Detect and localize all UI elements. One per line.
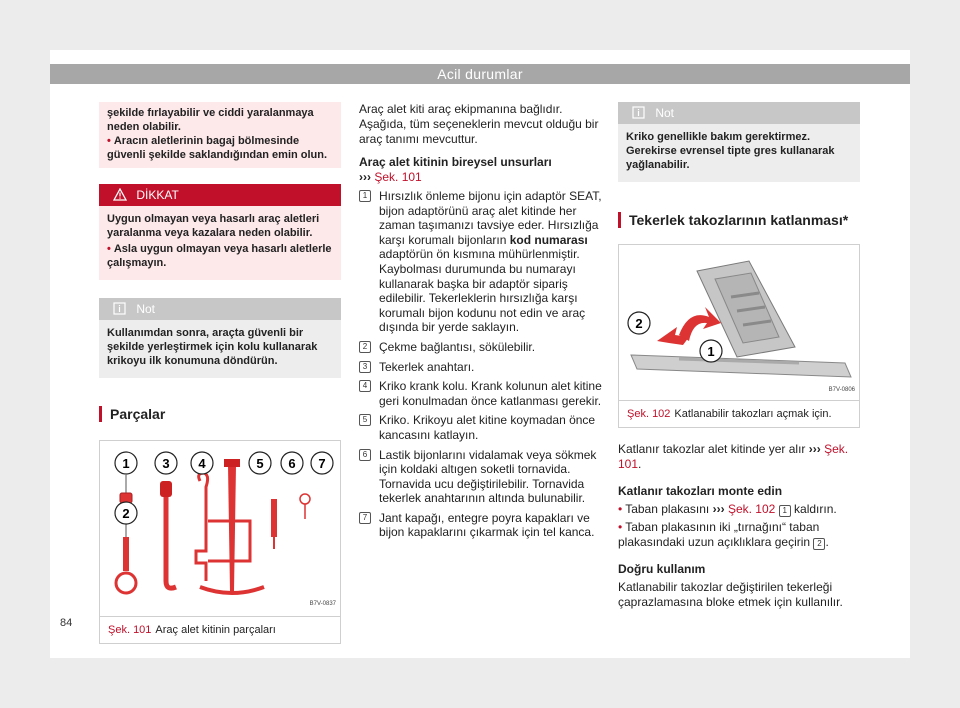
warning-text-1: şekilde fırlayabilir ve ciddi yaralanmaya neden olabilir. xyxy=(107,107,314,133)
caution-text-2: Asla uygun olmayan veya hasarlı aletlerle çalışmayın. xyxy=(107,243,332,269)
item-number: 2 xyxy=(813,538,825,550)
caution-text-2-row xyxy=(107,242,333,270)
item-number: 1 xyxy=(779,505,791,517)
item-number: 5 xyxy=(359,414,371,426)
figure-label-1: 1 xyxy=(707,344,715,359)
ref-link[interactable]: Şek. 102 xyxy=(727,502,776,516)
bullet-icon: • xyxy=(107,135,111,147)
wheel-chock-illustration xyxy=(619,245,859,395)
list-item xyxy=(359,379,602,408)
item-text: Jant kapağı, entegre poyra kapakları ve bijon kapaklarını çıkarmak için tel kanca. xyxy=(379,510,595,540)
item-number: 6 xyxy=(359,449,371,461)
ref-line xyxy=(359,170,602,185)
figure-label-4: 4 xyxy=(198,456,206,471)
section-title-takozlar: Tekerlek takozlarının katlanması* xyxy=(618,212,860,228)
item-text: Lastik bijonlarını vidalamak veya sökmek için koldaki altıgen soketli tornavida. Tornavida ucu değiştirilebilir. Tornavida tekerlek anahtarının altında bulunabilir. xyxy=(379,447,597,506)
caution-title: DİKKAT xyxy=(136,188,179,202)
note-title: Not xyxy=(136,302,156,316)
note-text: Kullanımdan sonra, araçta güvenli bir şekilde yerleştirmek için kolu kullanarak krikoyu ilk konumuna döndürün. xyxy=(107,327,318,367)
bullet-1 xyxy=(618,502,860,517)
usage-text: Katlanabilir takozlar değiştirilen tekerleği çaprazlamasına bloke etmek için kullanılır. xyxy=(618,580,843,609)
warning-triangle-icon xyxy=(113,188,127,201)
text: Taban plakasını xyxy=(625,502,710,516)
warning-text-2: Aracın aletlerinin bagaj bölmesinde güvenli şekilde saklandığından emin olun. xyxy=(107,135,328,161)
figure-label-6: 6 xyxy=(288,456,296,471)
figure-caption xyxy=(100,616,340,643)
intro-text: Araç alet kiti araç ekipmanına bağlıdır. Aşağıda, tüm seçeneklerin mevcut olduğu bir araç tanımı mevcuttur. xyxy=(359,102,599,146)
figure-label-5: 5 xyxy=(256,456,264,471)
figure-ref[interactable]: Şek. 102 xyxy=(627,408,671,420)
figure-code: B7V-0806 xyxy=(828,387,855,393)
caption-text: Araç alet kitinin parçaları xyxy=(155,624,276,636)
note-header xyxy=(618,102,860,124)
text: Taban plakasının iki „tırnağını“ taban plakasındaki uzun açıklıklara geçirin xyxy=(618,520,820,549)
list-item xyxy=(359,413,602,442)
item-text-rest: adaptörün ön kısmına mühürlenmiştir. Kaybolması durumunda bu numarayı kullanarak başka bir adaptör sipariş edilebilir. Tekerleklerin hırsızlığa karşı korumalı bijon kodunu not edin ve araç dışında bir yerde saklayın. xyxy=(379,247,586,335)
item-text: Kriko krank kolu. Krank kolunun alet kitine geri konulmadan önce katlanması gerekir. xyxy=(379,379,602,408)
item-text: Hırsızlık önleme bijonu için adaptör SEAT, bijon adaptörünü araç alet kitinde her zaman taşımanızı tavsiye eder. Hırsızlığa karşı korumalı bijonların xyxy=(379,189,602,247)
info-icon xyxy=(632,106,646,119)
note-box-2 xyxy=(618,102,860,182)
caution-body xyxy=(99,206,341,280)
caution-box xyxy=(99,184,341,280)
warning-text-2-row xyxy=(107,134,333,162)
tow-eye-part xyxy=(123,537,129,571)
note-box xyxy=(99,298,341,378)
screwdriver-part xyxy=(271,499,277,537)
subhead-install: Katlanır takozları monte edin xyxy=(618,484,783,498)
figure-label-2: 2 xyxy=(635,316,643,331)
bullet-icon: • xyxy=(618,520,623,534)
list-item xyxy=(359,189,602,335)
figure-label-1: 1 xyxy=(122,456,130,471)
chocks-location-text: Katlanır takozlar alet kitinde yer alır ››› Şek. 101. xyxy=(618,442,849,471)
column-3 xyxy=(618,102,860,610)
caption-text: Katlanabilir takozları açmak için. xyxy=(674,408,832,420)
figure-caption xyxy=(619,400,859,427)
item-number: 4 xyxy=(359,380,371,392)
list-item xyxy=(359,360,602,375)
note-body xyxy=(99,320,341,378)
warning-continuation xyxy=(99,102,341,168)
bullet-icon: • xyxy=(107,243,111,255)
list-item xyxy=(359,448,602,506)
tool-kit-illustration xyxy=(100,441,340,611)
column-1 xyxy=(99,102,341,644)
column-2 xyxy=(359,102,602,545)
note-header xyxy=(99,298,341,320)
item-number: 3 xyxy=(359,361,371,373)
bullet-2: • Taban plakasının iki „tırnağını“ taban plakasındaki uzun açıklıklara geçirin 2 . xyxy=(618,520,829,549)
page-number: 84 xyxy=(60,617,73,629)
bullet-icon: • xyxy=(618,502,623,516)
ref-arrows: ››› xyxy=(808,442,821,456)
subhead-elements: Araç alet kitinin bireysel unsurları xyxy=(359,155,552,169)
item-text-bold: kod numarası xyxy=(509,232,588,247)
list-item xyxy=(359,340,602,355)
note-title: Not xyxy=(655,106,675,120)
ref-arrows: ››› xyxy=(712,502,725,516)
info-icon xyxy=(113,302,127,315)
list-item xyxy=(359,511,602,540)
caution-text-1: Uygun olmayan veya hasarlı araç aletleri yaralanma veya kazalara neden olabilir. xyxy=(107,213,320,239)
note-text: Kriko genellikle bakım gerektirmez. Gerekirse evrensel tipte gres kullanarak yağlanabilir. xyxy=(626,131,835,171)
note-body xyxy=(618,124,860,182)
ref-link[interactable]: Şek. 101 xyxy=(374,170,422,184)
item-number: 2 xyxy=(359,341,371,353)
figure-101 xyxy=(99,440,341,644)
item-text: Tekerlek anahtarı. xyxy=(379,359,475,374)
item-number: 1 xyxy=(359,190,371,202)
figure-label-3: 3 xyxy=(162,456,170,471)
figure-102 xyxy=(618,244,860,428)
page-header: Acil durumlar xyxy=(50,64,910,84)
ref-arrows: ››› xyxy=(359,170,371,184)
item-text: Çekme bağlantısı, sökülebilir. xyxy=(379,339,536,354)
figure-label-2: 2 xyxy=(122,506,130,521)
section-title-parcalar: Parçalar xyxy=(99,406,341,422)
text: Katlanır takozlar alet kitinde yer alır xyxy=(618,442,806,456)
tool-list xyxy=(359,189,602,540)
ref-link[interactable]: Şek. 101 xyxy=(618,442,849,471)
figure-label-7: 7 xyxy=(318,456,326,471)
figure-ref[interactable]: Şek. 101 xyxy=(108,624,152,636)
figure-code: B7V-0837 xyxy=(309,601,336,607)
item-number: 7 xyxy=(359,512,371,524)
item-text: Kriko. Krikoyu alet kitine koymadan önce kancasını katlayın. xyxy=(379,413,596,442)
caution-header xyxy=(99,184,341,206)
subhead-usage: Doğru kullanım xyxy=(618,562,706,576)
text: kaldırın. xyxy=(794,502,837,516)
